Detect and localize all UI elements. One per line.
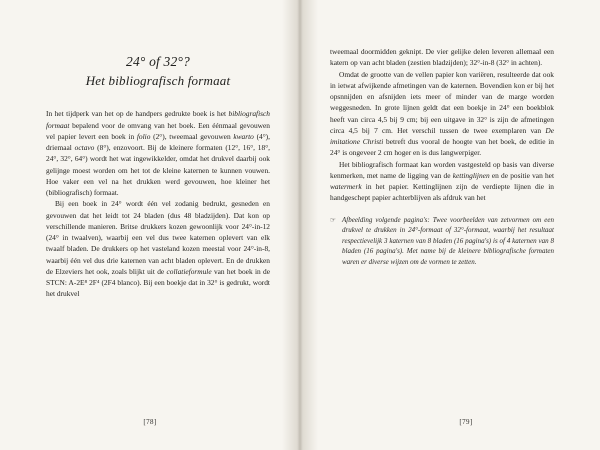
- paragraph: tweemaal doormidden geknipt. De vier gelijke delen leveren allemaal een katern op van acht bladen (zestien bladzijden); 32°-in-8 (32° in achten).: [330, 47, 554, 68]
- folio-right: [79]: [459, 418, 473, 426]
- title-line-secondary: Het bibliografisch formaat: [85, 72, 231, 88]
- page-title: [46, 52, 270, 90]
- paragraph: In het tijdperk van het op de handpers gedrukte boek is het bibliografisch formaat bepalend voor de omvang van het boek. Een éénmaal gevouwen vel papier levert een boek in folio (2°), tweemaal gevouwen kwarto (4°), driemaal octavo (8°), enzovoort. Bij de kleinere formaten (12°, 16°, 18°, 24°, 32°, 64°) wordt het wat ingewikkelder, omdat het drukvel daarbij ook gelijnge moest worden om het tot de kleine katernen te kunnen vouwen. Hoe vaker een vel na het drukken werd gevouwen, hoe kleiner het (bibliografisch) formaat.: [46, 109, 271, 198]
- folio-left: [78]: [143, 418, 157, 426]
- figure-caption: [330, 215, 554, 268]
- left-body-text: [46, 108, 270, 299]
- paragraph: Het bibliografisch formaat kan worden vastgesteld op basis van diverse kenmerken, met name de ligging van de kettinglijnen en de positie van het watermerk in het papier. Kettinglijnen zijn de verdiepte lijnen die in handgeschept papier achterblijven als afdruk van het: [330, 159, 554, 203]
- paragraph: Omdat de grootte van de vellen papier kon variëren, resulteerde dat ook in ietwat afwijkende afmetingen van de katernen. Bovendien kon er bij het opsnnijden en afsnijden iets meer of minder van de marge worden weggesneden. In grote lijnen geldt dat een boekje in 24° een boekblok heeft van circa 4,5 bij 9 cm; bij een uitgave in 32° is zijn de afmetingen circa 4,5 bij 7 cm. Het verschil tussen de twee exemplaren van De imitatione Christi betreft dus vooral de hoogte van het boek, de editie in 24° is ongeveer 2 cm hoger en is dus langwerpiger.: [330, 69, 554, 158]
- paragraph: Bij een boek in 24° wordt één vel zodanig bedrukt, gesneden en gevouwen dat het leidt tot 24 bladen (dus 48 bladzijden). Dat kon op verschillende manieren. Britse drukkers kozen gewoonlijk voor 24°-in-12 (24° in twaalven), waarbij een vel dus twee katernen oplevert van elk twaalf bladen. De drukkers op het vasteland kozen meestal voor 24°-in-8, waarbij één vel dus drie katernen van acht bladen oplevert. En de drukken de Elzeviers het ook, zoals blijkt uit de collatieformule van het boek in de STCN: A-2E⁸ 2F⁴ (2F4 blanco). Bij een boekje dat in 32° is gedrukt, wordt het drukvel: [46, 199, 270, 299]
- caption-text: Afbeelding volgende pagina's: Twee voorbeelden van zetvormen om een drukvel te drukken in 24°-formaat of 32°-formaat, waarbij het resultaat respectievelijk 3 katernen van 8 bladen (16 pagina's) is of 4 katernen van 8 bladen (16 pagina's). Met name bij de kleinere bibliografische formaten waren er diverse wijzen om de vormen te zetten.: [342, 215, 554, 266]
- page-right: [300, 0, 600, 450]
- title-line-primary: 24° of 32°?: [126, 54, 190, 69]
- right-body-text: [330, 46, 554, 204]
- pointing-hand-icon: ☞: [330, 216, 336, 224]
